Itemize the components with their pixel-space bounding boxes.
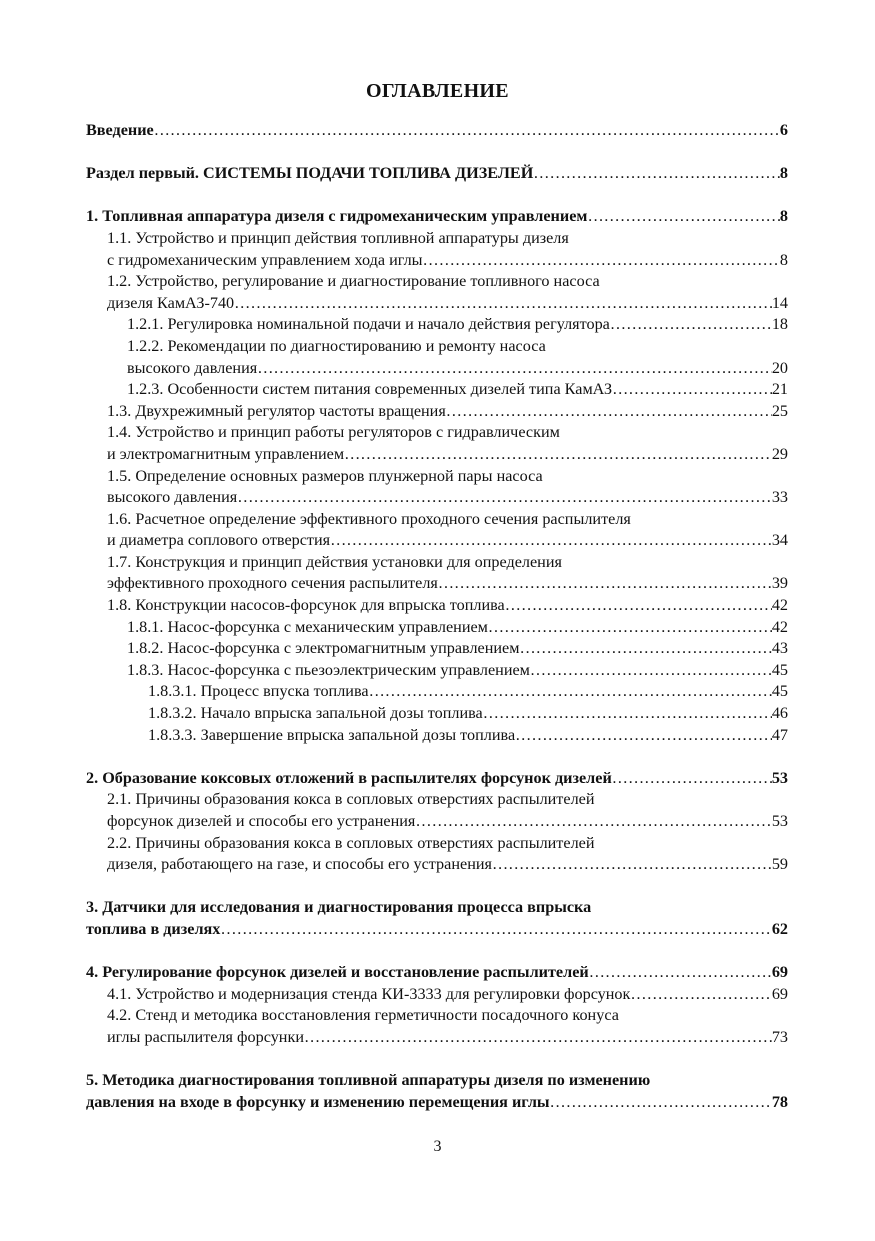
toc-entry-page: 29 — [771, 444, 788, 463]
toc-leader-dots — [612, 768, 772, 790]
toc-entry-title: 1.7. Конструкция и принцип действия установки для определения — [107, 552, 562, 571]
toc-entry-title: высокого давления — [127, 358, 258, 377]
toc-entry[interactable] — [86, 984, 788, 1006]
toc-entry-title: 1.8.3.3. Завершение впрыска запальной дозы топлива — [148, 725, 516, 744]
toc-entry-page: 69 — [771, 963, 788, 982]
toc-entry-page: 45 — [771, 660, 788, 679]
toc-entry[interactable] — [86, 228, 788, 250]
toc-entry-page: 62 — [771, 919, 788, 938]
toc-entry-page: 8 — [779, 207, 788, 226]
toc-entry[interactable] — [86, 358, 788, 380]
toc-entry-title: Введение — [86, 121, 154, 139]
toc-entry[interactable] — [86, 617, 788, 639]
toc-entry[interactable] — [86, 595, 788, 617]
toc-entry-title: 4. Регулирование форсунок дизелей и восстановление распылителей — [86, 963, 589, 982]
toc-leader-dots — [530, 660, 772, 682]
toc-entry[interactable] — [86, 1005, 788, 1027]
toc-entry[interactable] — [86, 401, 788, 423]
toc-entry-page: 59 — [771, 855, 788, 874]
toc-entry-page: 8 — [779, 250, 788, 269]
toc-entry-title: и диаметра соплового отверстия — [107, 531, 331, 550]
toc-entry-page: 53 — [771, 812, 788, 830]
toc-entry-title: 4.2. Стенд и методика восстановления герметичности посадочного конуса — [107, 1006, 619, 1025]
toc-entry[interactable] — [86, 1092, 788, 1114]
toc-leader-dots — [533, 163, 780, 185]
toc-entry-page: 53 — [771, 768, 788, 787]
toc-entry-page: 21 — [771, 380, 788, 399]
toc-leader-dots — [257, 358, 772, 380]
toc-entry[interactable] — [86, 919, 788, 941]
page-number: 3 — [433, 1138, 442, 1155]
toc-entry-page: 39 — [771, 574, 788, 593]
toc-entry-title: топлива в дизелях — [86, 919, 221, 938]
toc-leader-dots — [369, 681, 772, 703]
toc-entry[interactable] — [86, 293, 788, 315]
toc-entry-title: 1.8.1. Насос-форсунка с механическим управлением — [127, 617, 488, 636]
toc-entry-page: 42 — [771, 617, 788, 636]
toc-entry[interactable] — [86, 206, 788, 228]
toc-entry[interactable] — [86, 422, 788, 444]
toc-entry-page: 43 — [771, 639, 788, 658]
toc-entry-title: 1.3. Двухрежимный регулятор частоты вращения — [107, 401, 446, 420]
toc-entry-page: 78 — [771, 1092, 788, 1111]
toc-entry[interactable] — [86, 487, 788, 509]
toc-leader-dots — [610, 314, 772, 336]
toc-leader-dots — [587, 206, 779, 228]
toc-entry-title: 1.8.3.2. Начало впрыска запальной дозы топлива — [148, 704, 483, 723]
toc-entry[interactable] — [86, 552, 788, 574]
toc-entry-title: Раздел первый. СИСТЕМЫ ПОДАЧИ ТОПЛИВА ДИЗЕЛЕЙ — [86, 164, 534, 183]
toc-leader-dots — [612, 379, 772, 401]
toc-leader-dots — [446, 401, 772, 423]
toc-leader-dots — [415, 811, 771, 833]
toc-entry-title: эффективного проходного сечения распылителя — [107, 574, 438, 593]
toc-entry-title: дизеля, работающего на газе, и способы его устранения — [107, 855, 492, 874]
toc-leader-dots — [438, 573, 772, 595]
toc-leader-dots — [488, 617, 772, 639]
toc-entry-page: 6 — [779, 121, 788, 139]
toc-leader-dots — [519, 638, 771, 660]
toc-entry[interactable] — [86, 854, 788, 876]
toc-entry[interactable] — [86, 660, 788, 682]
toc-entry-title: иглы распылителя форсунки — [107, 1027, 304, 1046]
toc-entry-title: форсунок дизелей и способы его устранения — [107, 812, 416, 830]
toc-entry[interactable] — [86, 314, 788, 336]
toc-entry[interactable] — [86, 681, 788, 703]
toc-entry[interactable] — [86, 466, 788, 488]
toc-entry-page: 33 — [771, 488, 788, 507]
toc-entry-title: 1.4. Устройство и принцип работы регуляторов с гидравлическим — [107, 423, 560, 442]
toc-leader-dots — [515, 725, 772, 747]
toc-entry-title: 1.8.3.1. Процесс впуска топлива — [148, 682, 369, 701]
toc-entry-title: 1.8.3. Насос-форсунка с пьезоэлектрическим управлением — [127, 660, 530, 679]
page-title: ОГЛАВЛЕНИЕ — [366, 80, 509, 102]
toc-entry-page: 47 — [771, 725, 788, 744]
toc-leader-dots — [344, 444, 772, 466]
toc-entry-page: 46 — [771, 704, 788, 723]
toc-entry-title: 1.8.2. Насос-форсунка с электромагнитным управлением — [127, 639, 520, 658]
toc-entry-page: 25 — [771, 401, 788, 420]
toc-entry-page: 73 — [771, 1027, 788, 1046]
toc-entry[interactable] — [86, 1070, 788, 1092]
toc-entry[interactable] — [86, 638, 788, 660]
toc-entry[interactable] — [86, 789, 788, 811]
toc-entry[interactable] — [86, 768, 788, 790]
toc-entry-title: 1.2.1. Регулировка номинальной подачи и начало действия регулятора — [127, 315, 610, 334]
toc-entry[interactable] — [86, 444, 788, 466]
toc-entry[interactable] — [86, 379, 788, 401]
toc-leader-dots — [589, 962, 772, 984]
toc-leader-dots — [483, 703, 772, 725]
toc-leader-dots — [330, 530, 772, 552]
toc-leader-dots — [220, 919, 771, 941]
toc-leader-dots — [492, 854, 772, 876]
toc-entry-title: 4.1. Устройство и модернизация стенда КИ-3333 для регулировки форсунок — [107, 984, 631, 1003]
toc-entry-title: 1.2. Устройство, регулирование и диагностирование топливного насоса — [107, 272, 600, 291]
toc-leader-dots — [505, 595, 772, 617]
toc-entry[interactable] — [86, 250, 788, 272]
toc-entry-title: 1.2.2. Рекомендации по диагностированию и ремонту насоса — [127, 336, 546, 355]
toc-entry[interactable] — [86, 962, 788, 984]
toc-entry-title: 3. Датчики для исследования и диагностирования процесса впрыска — [86, 898, 592, 917]
toc-entry[interactable] — [86, 703, 788, 725]
toc-entry-page: 45 — [771, 682, 788, 701]
toc-entry[interactable] — [86, 120, 788, 142]
toc-entry-page: 8 — [779, 164, 788, 183]
toc-entry-title: давления на входе в форсунку и изменению перемещения иглы — [86, 1092, 550, 1111]
toc-entry[interactable] — [86, 1027, 788, 1049]
toc-leader-dots — [630, 984, 771, 1006]
toc-entry-title: 5. Методика диагностирования топливной аппаратуры дизеля по изменению — [86, 1071, 651, 1090]
toc-entry-title: 1.8. Конструкции насосов-форсунок для впрыска топлива — [107, 596, 505, 615]
toc-entry-title: 1.1. Устройство и принцип действия топливной аппаратуры дизеля — [107, 228, 569, 247]
toc-leader-dots — [237, 487, 772, 509]
toc-entry-title: 1.6. Расчетное определение эффективного проходного сечения распылителя — [107, 509, 631, 528]
toc-entry[interactable] — [86, 573, 788, 595]
toc-entry-page: 18 — [771, 315, 788, 334]
toc-leader-dots — [234, 293, 772, 315]
toc-entry[interactable] — [86, 897, 788, 919]
toc-entry-title: 2.1. Причины образования кокса в сопловых отверстиях распылителей — [107, 790, 595, 809]
toc-leader-dots — [154, 120, 780, 142]
toc-entry-page: 42 — [771, 596, 788, 615]
toc-entry-page: 14 — [771, 293, 788, 312]
toc-entry-title: 1.2.3. Особенности систем питания современных дизелей типа КамАЗ — [127, 380, 613, 399]
toc-entry[interactable] — [86, 530, 788, 552]
toc-entry-title: дизеля КамАЗ-740 — [107, 293, 235, 312]
toc-leader-dots — [423, 250, 780, 272]
toc-entry-title: с гидромеханическим управлением хода иглы — [107, 250, 423, 269]
toc-entry[interactable] — [86, 811, 788, 833]
toc-entry-title: и электромагнитным управлением — [107, 444, 345, 463]
toc-entry-title: 1.5. Определение основных размеров плунжерной пары насоса — [107, 466, 543, 485]
toc-entry-page: 69 — [771, 984, 788, 1003]
toc-entry[interactable] — [86, 833, 788, 855]
toc-entry[interactable] — [86, 509, 788, 531]
toc-leader-dots — [304, 1027, 772, 1049]
toc-entry-page: 20 — [771, 358, 788, 377]
toc-entry[interactable] — [86, 725, 788, 747]
toc-entry[interactable] — [86, 163, 788, 185]
table-of-contents — [86, 120, 788, 1113]
toc-entry[interactable] — [86, 336, 788, 358]
toc-entry-page: 34 — [771, 531, 788, 550]
toc-entry-title: 2. Образование коксовых отложений в распылителях форсунок дизелей — [86, 768, 612, 787]
toc-entry-title: высокого давления — [107, 488, 238, 507]
toc-entry-title: 1. Топливная аппаратура дизеля с гидромеханическим управлением — [86, 207, 588, 226]
toc-entry-title: 2.2. Причины образования кокса в сопловых отверстиях распылителей — [107, 833, 595, 852]
toc-entry[interactable] — [86, 271, 788, 293]
toc-leader-dots — [550, 1092, 772, 1114]
